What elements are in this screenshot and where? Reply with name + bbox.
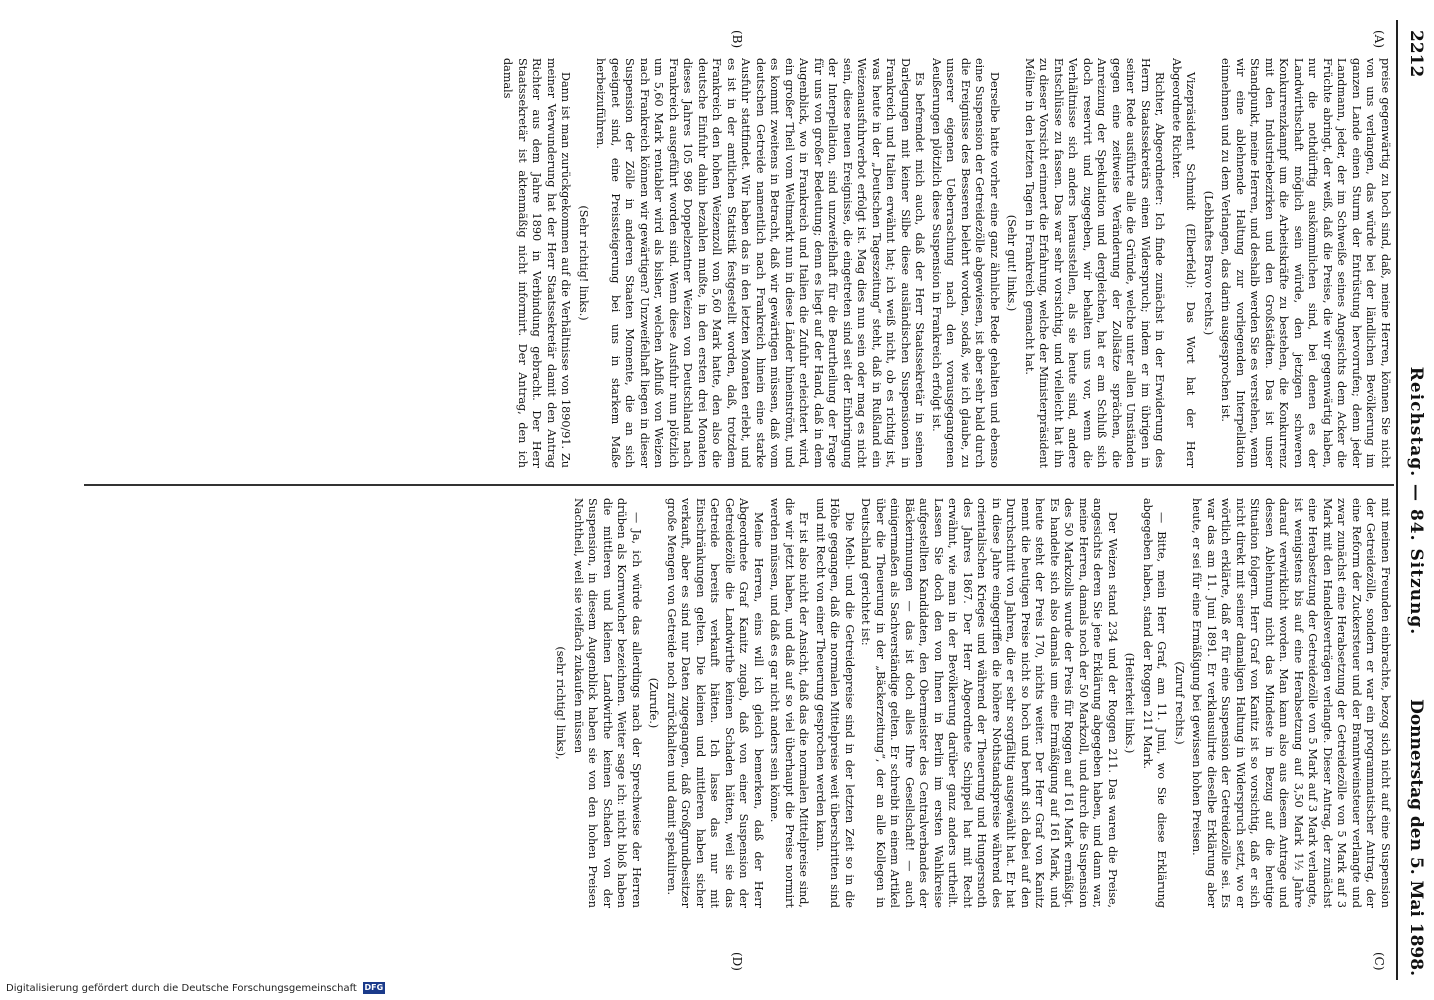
interjection: (Heiterkeit links.) (1123, 652, 1137, 754)
paragraph: Vizepräsident Schmidt (Elberfeld): Das Wort hat der Herr Abgeordnete Richter. (1170, 58, 1198, 468)
margin-marker-d: (D) (730, 952, 744, 971)
margin-marker-c: (C) (1372, 952, 1386, 971)
paragraph: mit meinen Freunden einbrachte, bezog sich nicht auf eine Suspension der Getreidezölle, sondern er war ein programmatischer Antrag, der eine Reform der Zuckersteuer und der Branntweinsteuer verlangte und zwar zunächst eine Herabsetzung der Getreidezölle von 5 Mark auf 3 Mark mit den Handelsverträgen verlangte. Dieser Antrag, der zunächst eine Herabsetzung der Getreidezölle von 5 Mark auf 3 Mark verlangte, ist wenigstens bis auf eine Herabsetzung auf 3,50 Mark 1½ Jahre darauf verwirklicht worden. Man kann also aus diesem Antrage und dessen Ablehnung nicht das Mindeste in Bezug auf die heutige Situation folgern. Herr Graf von Kanitz ist so vorsichtig, daß er sich nicht direkt mit seiner damaligen Haltung in Widerspruch setzt, wo er wörtlich erklärte, daß er für eine Suspension der Getreidezölle sei. Es war das am 11. Juni 1891. Er verklausulirte dieselbe Erklärung aber heute, er sei für eine Ermäßigung bei gewissen hohen Preisen. (1190, 498, 1392, 908)
header-rule (1396, 20, 1398, 980)
interjection: (Lebhaftes Bravo rechts.) (1202, 190, 1215, 336)
paragraph: Es befremdet mich auch, daß der Herr Staatssekretär in seinen Darlegungen mit keiner Silbe diese ausländischen Suspensionen in Frankreich und Italien erwähnt hat; ich weiß nicht, ob es richtig ist, was heute in der „Deutschen Tageszeitung“ steht, daß in Rußland ein Weizenausfuhrverbot erfolgt ist. Mag dies nun sein oder mag es nicht sein, diese neuen Ereignisse, die eingetreten sind seit der Einbringung der Interpellation, sind unzweifelhaft für die Beurtheilung der Frage für uns von großer Bedeutung; denn es liegt auf der Hand, daß in dem Augenblick, wo in Frankreich und Italien die Zufuhr erleichtert wird, ein großer Theil vom Weltmarkt nun in diese Länder hineinströmt, und es kommt zweitens in Betracht, daß wir gewärtigen müssen, daß vom deutschen Getreide namentlich nach Frankreich hinein eine starke Ausfuhr stattfindet. Wir haben das in den letzten Monaten erlebt, und es ist in der amtlichen Statistik festgestellt worden, daß, trotzdem Frankreich den hohen Weizenzoll von 5,60 Mark hatte, den also die deutsche Einfuhr dahin bezahlen mußte, in den ersten drei Monaten dieses Jahres 105 986 Doppelzentner Weizen von Deutschland nach Frankreich ausgeführt worden sind. Wenn diese Ausfuhr nun plötzlich um 5,60 Mark rentabler wird als bisher, welchen Abfluß von Weizen nach Frankreich können wir gewärtigen? Unzweifelhaft liegen in dieser Suspension der Zölle in anderen Staaten Momente, die an sich geeignet sind, eine Preissteigerung bei uns in starkem Maße herbeizuführen. (594, 58, 927, 468)
paragraph: preise gegenwärtig zu hoch sind, daß, meine Herren, können Sie nicht von uns verlangen, das würde bei der ländlichen Bevölkerung im ganzen Lande einen Sturm der Entrüstung hervorrufen; denn jeder Landmann, jeder, der im Schweiße seines Angesichts dem Acker die Früchte abringt, der weiß, daß die Preise, die wir gegenwärtig haben, nur die nothdürftig auskömmlichen sind, bei denen es der Landwirthschaft möglich sein würde, den jetzigen schweren Konkurrenzkampf um die Arbeitskräfte zu bestehen, die Konkurrenz mit den Industriebezirken und den Großstädten. Das ist unser Standpunkt, meine Herren, und deshalb werden Sie es verstehen, wenn wir eine ablehnende Haltung zur vorliegenden Interpellation einnehmen und zu dem Verlangen, das darin ausgesprochen ist. (1219, 58, 1392, 468)
paragraph: — Bitte, mein Herr Graf, am 11. Juni, wo Sie diese Erklärung abgegeben haben, stand der Roggen 211 Mark. (1141, 498, 1169, 908)
paragraph: Derselbe hatte vorher eine ganz ähnliche Rede gehalten und ebenso eine Suspension der Getreidezölle abgewiesen, ist aber sehr bald durch die Ereignisse des Besseren belehrt worden, sodaß, wie ich glaube, zu unserer eigenen Ueberraschung nach den vorausgegangenen Aeußerungen plötzlich diese Suspension in Frankreich erfolgt ist. (930, 58, 1001, 468)
credit-text: Digitalisierung gefördert durch die Deutsche Forschungsgemeinschaft (6, 982, 357, 994)
digitization-credit (6, 982, 385, 994)
interjection: (Sehr richtig! links.) (577, 205, 590, 321)
right-column (92, 498, 1392, 908)
quotation: Die Mehl- und die Getreidepreise sind in der letzten Zeit so in die Höhe gegangen, daß die normalen Mittelpreise weit überschritten sind und mit Recht von einer Theuerung gesprochen werden kann. (814, 498, 856, 908)
paragraph: — Ja, ich würde das allerdings nach der Sprechweise der Herren drüben als Kornwucher bezeichnen. Weiter sage ich: nicht bloß haben die mittleren und kleinen Landwirthe keinen Schaden von der Suspension, in diesem Augenblick haben sie von den hohen Preisen Nachtheil, weil sie vielfach zukaufen müssen (572, 498, 643, 908)
interjection: (Zuruf rechts.) (1173, 661, 1186, 745)
speech-paragraph: Richter, Abgeordneter: Ich finde zunächst in der Erwiderung des Herrn Staatssekretärs einen Widerspruch; indem er im übrigen in seiner Rede ausführte alle die Gründe, welche unter allen Umständen gegen eine zeitweise Veränderung der Zollsätze sprächen, die Anreizung der Spekulation und dergleichen, hat er am Schluß sich doch reservirt und zugegeben, wir behalten uns vor, wenn die Verhältnisse sich anders herausstellen, als sie heute sind, andere Entschlüsse zu fassen. Das war sehr vorsichtig, und vielleicht hat ihn zu dieser Vorsicht erinnert die Erfahrung, welche der Ministerpräsident Méline in den letzten Tagen in Frankreich gemacht hat. (1023, 58, 1167, 468)
interjection: (Zurufe.) (647, 677, 661, 729)
dfg-logo: DFG (364, 983, 384, 992)
interjection: (Sehr gut! links.) (1005, 214, 1019, 312)
running-title: Reichstag. — 84. Sitzung. (1406, 366, 1426, 636)
session-date: Donnerstag den 5. Mai 1898. (1406, 699, 1426, 976)
paragraph: Meine Herren, eins will ich gleich bemerken, daß der Herr Abgeordnete Graf Kanitz zugab, daß von einer Suspension der Getreidezölle die Landwirthe keinen Schaden hätten, weil sie das Getreide bereits verkauft hätten. Ich lasse das nur mit Einschränkungen gelten. Die kleinen und mittleren haben sicher verkauft, aber es sind nur Daten zugegangen, daß Großgrundbesitzer große Mengen von Getreide noch zurückhalten und damit spekuliren. (665, 498, 765, 908)
column-divider (84, 484, 1394, 486)
page-number: 2212 (1406, 30, 1426, 78)
page-header (1400, 22, 1426, 980)
left-column (92, 58, 1392, 468)
paragraph: Er ist also nicht der Ansicht, daß das die normalen Mittelpreise sind, die wir jetzt haben, und daß auf so viel überhaupt die Preise normirt werden müssen, und daß es gar nicht anders sein könne. (768, 498, 811, 908)
paragraph: Der Weizen stand 234 und der Roggen 211. Das waren die Preise, angesichts deren Sie jene Erklärung abgegeben haben, und dann war, meine Herren, damals noch der 50 Markzoll, und durch die Suspension des 50 Markzolls wurde der Preis für Roggen auf 161 Mark ermäßigt. Es handelte sich also damals um eine Ermäßigung auf 161 Mark, und heute steht der Preis 170, nichts weiter. Der Herr Graf von Kanitz nennt die heutigen Preise nicht so hoch und beruft sich dabei auf den Durchschnitt von Jahren, die er sehr sorgfältig ausgewählt hat. Er hat in diese Jahre eingegriffen die höhere Nothstandspreise während des orientalischen Krieges und während der Theuerung und Hungersnoth des Jahres 1867. Der Herr Abgeordnete Schippel hat mit Recht erwähnt, wie man in der Bevölkerung darüber ganz anders urtheilt. Lassen Sie doch den von Ihnen in Berlin im ersten Wahlkreise aufgestellten Kandidaten, den Obermeister des Centralverbandes der Bäckerinnungen — das ist doch alles Ihre Gesellschaft! — auch einigermaßen als Sachverständige gelten. Er schreibt in einem Artikel über die Theuerung in der „Bäckerzeitung“, der an alle Kollegen in Deutschland gerichtet ist: (859, 498, 1119, 908)
margin-marker-b: (B) (730, 30, 744, 49)
paragraph: Dann ist man zurückgekommen auf die Verhältnisse von 1890/91. Zu meiner Verwunderung hat der Herr Staatssekretär damit den Antrag Richter aus dem Jahre 1890 in Verbindung gebracht. Der Herr Staatssekretär ist aktenmäßig nicht informirt. Der Antrag, den ich damals (501, 58, 573, 468)
margin-marker-a: (A) (1372, 30, 1386, 49)
interjection: (sehr richtig! links), (554, 646, 568, 760)
